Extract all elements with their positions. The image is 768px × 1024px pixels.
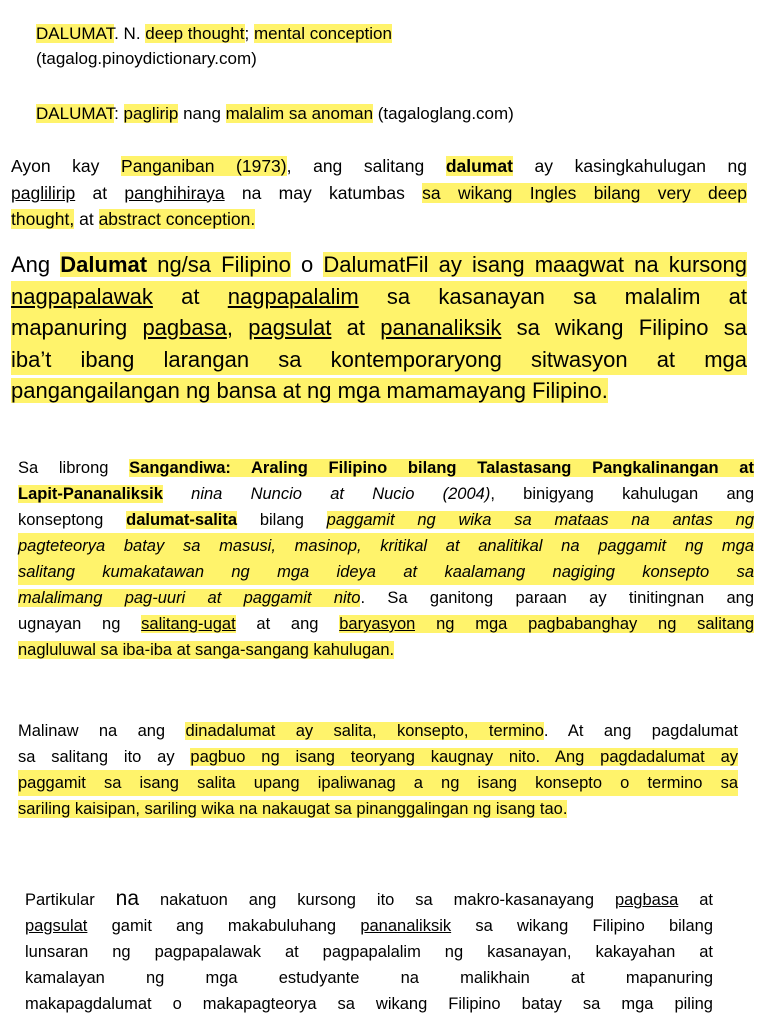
text-line: pangangailangan ng bansa at ng mga mamamayang Filipino. — [11, 378, 608, 403]
text-line: pagsulat gamit ang makabuluhang pananaliksik sa wikang Filipino bilang — [25, 917, 714, 935]
definition-source: (tagalog.pinoydictionary.com) — [36, 49, 257, 68]
definition-line: DALUMAT. N. deep thought; mental conception — [36, 24, 392, 43]
text-line: ugnayan ng salitang-ugat at ang baryasyon ng mga pagbabanghay ng salitang — [18, 615, 754, 633]
text-line: lunsaran ng pagpapalawak at pagpapalalim ng kasanayan, kakayahan at — [25, 943, 713, 961]
text-line: kamalayan ng mga estudyante na malikhain at mapanuring — [25, 969, 713, 987]
text-line: nagluluwal sa iba-iba at sanga-sangang kahulugan. — [18, 641, 395, 659]
definition-dalumat-tagaloglang — [36, 101, 514, 126]
text-line: malalimang pag-uuri at paggamit nito. Sa ganitong paraan ay tinitingnan ang — [18, 589, 754, 607]
paragraph-pagdalumat — [18, 718, 738, 822]
text-line: sa salitang ito ay pagbuo ng isang teoryang kaugnay nito. Ang pagdadalumat ay — [18, 748, 738, 766]
text-line: mapanuring pagbasa, pagsulat at pananaliksik sa wikang Filipino sa — [11, 312, 747, 344]
paragraph-sangandiwa — [18, 455, 754, 663]
paragraph-kurso-pokus — [25, 886, 713, 1017]
text-line: paggamit sa isang salita upang ipaliwanag a ng isang konsepto o termino sa — [18, 770, 738, 796]
definition-line: DALUMAT: paglirip nang malalim sa anoman (tagaloglang.com) — [36, 104, 514, 123]
text-line: thought, at abstract conception. — [11, 209, 256, 229]
text-line: nagpapalawak at nagpapalalim sa kasanayan sa malalim at — [11, 281, 747, 313]
text-line: Ayon kay Panganiban (1973), ang salitang dalumat ay kasingkahulugan ng — [11, 156, 748, 176]
text-line: sariling kaisipan, sariling wika na nakaugat sa pinanggalingan ng isang tao. — [18, 800, 568, 818]
definition-dalumat-dictionary — [36, 21, 392, 71]
text-line: salitang kumakatawan ng mga ideya at kaalamang nagiging konsepto sa — [18, 559, 754, 585]
paragraph-dalumatfil-course — [11, 249, 747, 407]
text-line: paglilirip at panghihiraya na may katumbas sa wikang Ingles bilang very deep — [11, 182, 747, 203]
text-line: Lapit-Pananaliksik nina Nuncio at Nucio (2004), binigyang kahulugan ang — [18, 485, 754, 503]
paragraph-panganiban — [11, 153, 747, 233]
text-line: makapagdalumat o makapagteorya sa wikang Filipino batay sa mga piling — [25, 995, 713, 1013]
text-line: iba’t ibang larangan sa kontemporaryong sitwasyon at mga — [11, 344, 747, 376]
text-line: konseptong dalumat-salita bilang paggamit ng wika sa mataas na antas ng — [18, 511, 754, 529]
text-line: pagteteorya batay sa masusi, masinop, kritikal at analitikal na paggamit ng mga — [18, 533, 754, 559]
text-line: Partikular na nakatuon ang kursong ito sa makro-kasanayang pagbasa at — [25, 887, 713, 910]
text-line: Malinaw na ang dinadalumat ay salita, konsepto, termino. At ang pagdalumat — [18, 722, 738, 740]
text-line: Sa librong Sangandiwa: Araling Filipino bilang Talastasang Pangkalinangan at — [18, 459, 754, 477]
text-line: Ang Dalumat ng/sa Filipino o DalumatFil ay isang maagwat na kursong — [11, 252, 747, 277]
